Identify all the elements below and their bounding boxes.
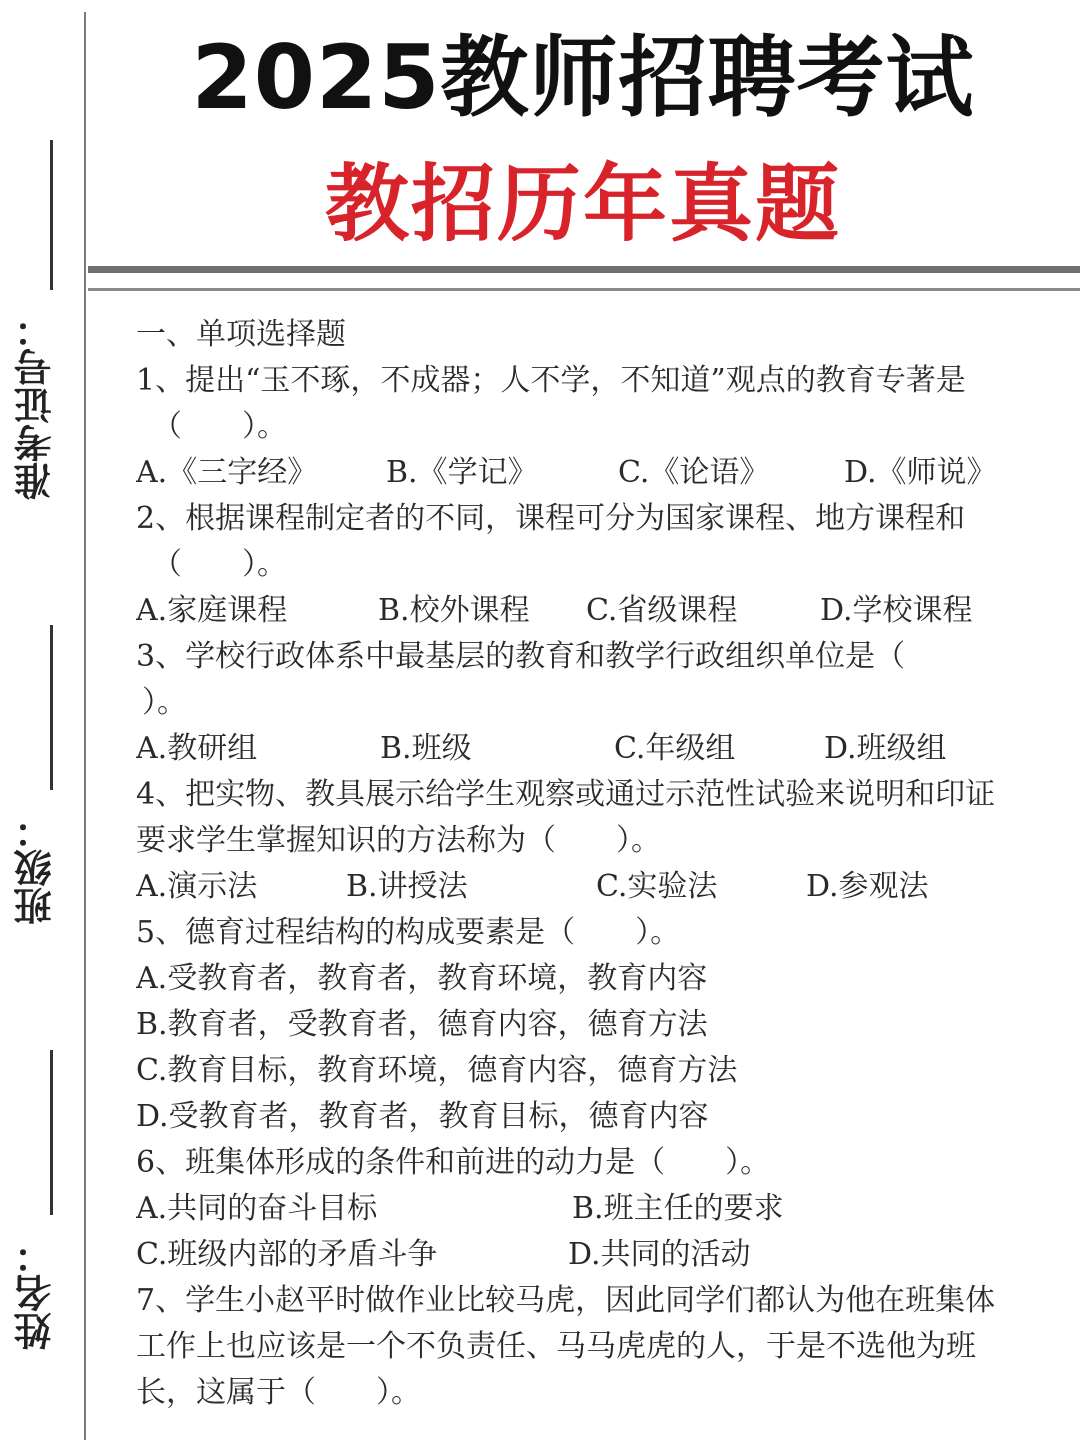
option-row (136, 1186, 1076, 1232)
page-subtitle: 教招历年真题 (324, 155, 841, 253)
class-label: 班级： (14, 811, 58, 925)
option-b[interactable]: B.讲授法 (346, 869, 468, 904)
question-stem: 5、德育过程结构的构成要素是（ ）。 (136, 915, 681, 950)
option-a[interactable]: A.家庭课程 (136, 593, 288, 628)
binding-strip (0, 0, 86, 1440)
exam-id-blank[interactable] (50, 140, 53, 290)
header-divider-thin (88, 288, 1080, 291)
question-stem: 4、把实物、教具展示给学生观察或通过示范性试验来说明和印证 (136, 777, 996, 812)
option-row (136, 726, 1076, 772)
question-5 (136, 910, 1076, 1140)
option-c[interactable]: C.省级课程 (586, 593, 738, 628)
option-a[interactable]: A.《三字经》 (136, 455, 318, 490)
name-field (14, 1050, 58, 1350)
header-divider-thick (88, 266, 1080, 273)
question-stem: 6、班集体形成的条件和前进的动力是（ ）。 (136, 1145, 771, 1180)
question-4 (136, 772, 1076, 910)
page-title: 2025教师招聘考试 (191, 26, 975, 129)
name-label: 姓名： (14, 1236, 58, 1350)
class-blank[interactable] (50, 625, 53, 790)
option-b[interactable]: B.班主任的要求 (572, 1191, 784, 1226)
option-b[interactable]: B.校外课程 (378, 593, 530, 628)
question-stem: （ ）。 (152, 409, 287, 444)
question-1 (136, 358, 1076, 496)
exam-id-label: 准考证号： (14, 310, 58, 500)
option-a[interactable]: A.共同的奋斗目标 (136, 1191, 378, 1226)
question-stem: 1、提出“玉不琢，不成器；人不学，不知道”观点的教育专著是 (136, 363, 966, 398)
option-row (136, 588, 1076, 634)
question-stem: 长，这属于（ ）。 (136, 1375, 421, 1410)
option-c[interactable]: C.年级组 (614, 731, 736, 766)
option-d[interactable]: D.《师说》 (844, 455, 997, 490)
option-a[interactable]: A.受教育者，教育者，教育环境，教育内容 (136, 961, 708, 996)
option-c[interactable]: C.班级内部的矛盾斗争 (136, 1237, 438, 1272)
name-blank[interactable] (50, 1050, 53, 1215)
question-2 (136, 496, 1076, 634)
option-row (136, 864, 1076, 910)
exam-id-field (14, 140, 58, 500)
question-stem: ）。 (142, 685, 187, 720)
option-row (136, 450, 1076, 496)
option-row (136, 1232, 1076, 1278)
option-d[interactable]: D.学校课程 (820, 593, 973, 628)
option-b[interactable]: B.班级 (380, 731, 472, 766)
question-7 (136, 1278, 1076, 1416)
option-c[interactable]: C.实验法 (596, 869, 718, 904)
question-stem: 工作上也应该是一个不负责任、马马虎虎的人，于是不选他为班 (136, 1329, 976, 1364)
question-stem: 2、根据课程制定者的不同，课程可分为国家课程、地方课程和 (136, 501, 966, 536)
option-c[interactable]: C.教育目标，教育环境，德育内容，德育方法 (136, 1053, 738, 1088)
option-b[interactable]: B.教育者，受教育者，德育内容，德育方法 (136, 1007, 708, 1042)
question-6 (136, 1140, 1076, 1278)
class-field (14, 625, 58, 925)
option-b[interactable]: B.《学记》 (386, 455, 538, 490)
option-c[interactable]: C.《论语》 (618, 455, 770, 490)
option-a[interactable]: A.演示法 (136, 869, 258, 904)
question-stem: （ ）。 (152, 547, 287, 582)
option-d[interactable]: D.受教育者，教育者，教育目标，德育内容 (136, 1099, 709, 1134)
question-stem: 要求学生掌握知识的方法称为（ ）。 (136, 823, 661, 858)
question-stem: 7、学生小赵平时做作业比较马虎，因此同学们都认为他在班集体 (136, 1283, 996, 1318)
option-d[interactable]: D.共同的活动 (568, 1237, 751, 1272)
option-d[interactable]: D.班级组 (824, 731, 947, 766)
section-heading: 一、单项选择题 (136, 317, 346, 352)
option-d[interactable]: D.参观法 (806, 869, 929, 904)
question-3 (136, 634, 1076, 772)
question-stem: 3、学校行政体系中最基层的教育和教学行政组织单位是（ (136, 639, 906, 674)
option-a[interactable]: A.教研组 (136, 731, 258, 766)
question-list (136, 312, 1076, 1416)
